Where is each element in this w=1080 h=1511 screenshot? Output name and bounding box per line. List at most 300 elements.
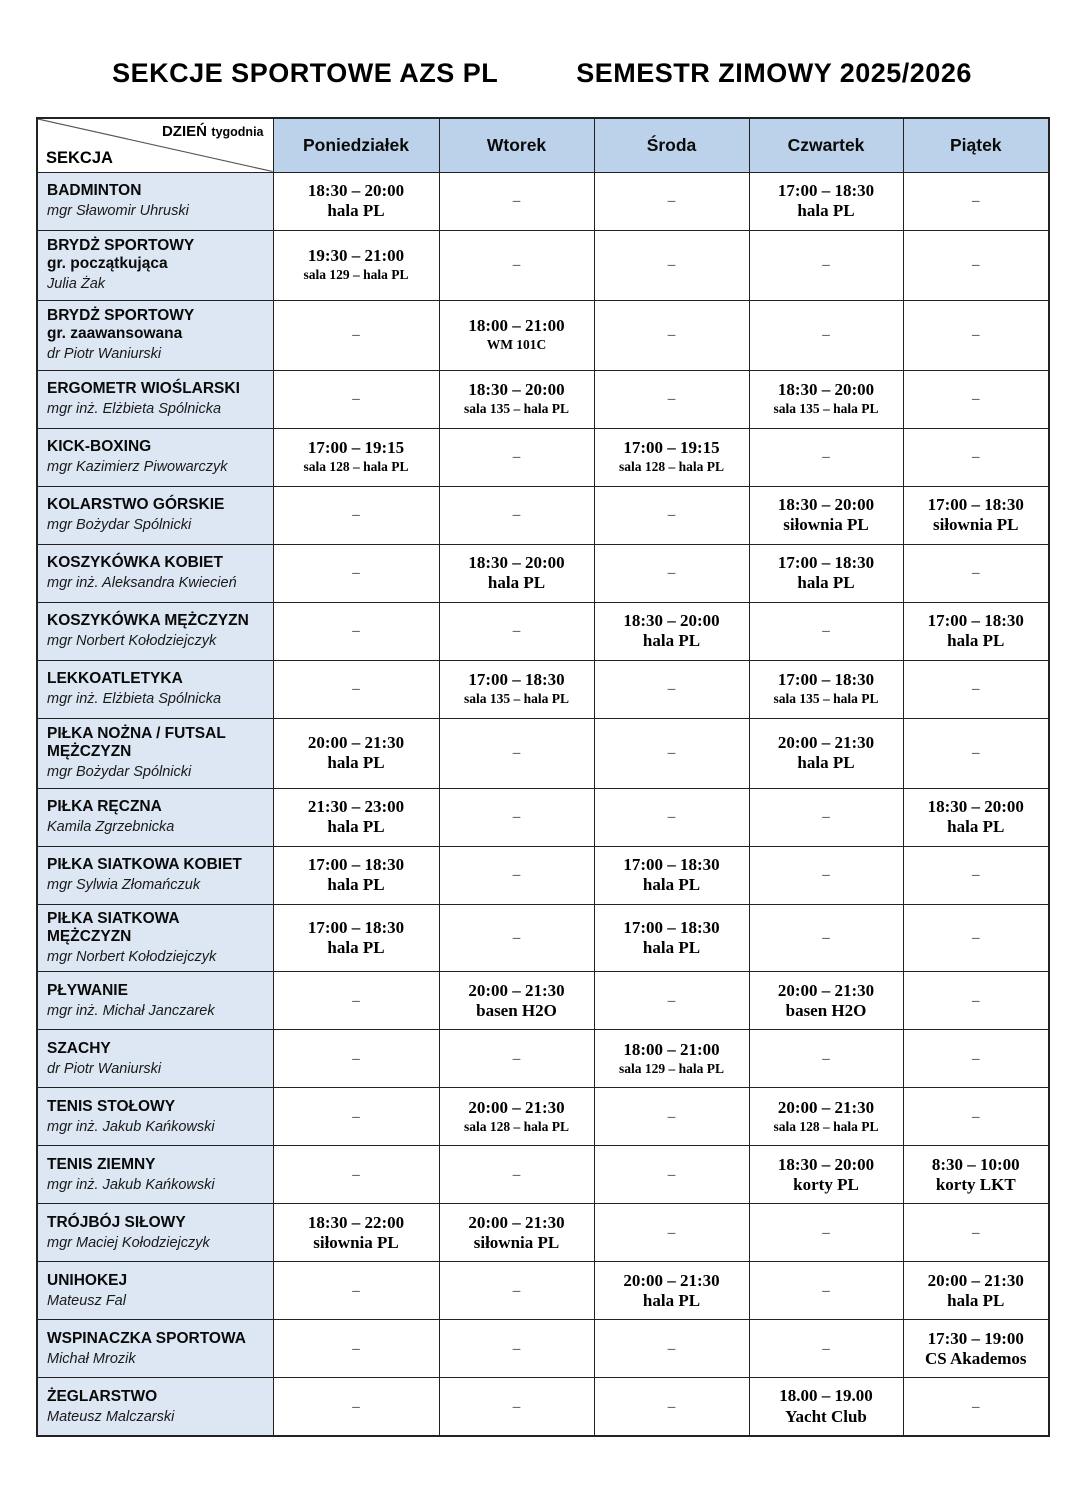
section-row [37,904,1049,972]
slot-time: 20:00 – 21:30 [468,980,565,1000]
section-name: PIŁKA SIATKOWA MĘŻCZYZN [47,909,180,946]
section-coach: mgr Norbert Kołodziejczyk [47,949,217,966]
slot-time: 20:00 – 21:30 [468,1097,565,1117]
section-row [37,602,1049,660]
slot-place: hala PL [642,631,701,650]
slot-cell [273,972,439,1030]
slot-time: 18:30 – 20:00 [777,380,875,400]
slot-cell [749,230,903,300]
slot-time: 20:00 – 21:30 [777,980,875,1000]
section-row [37,660,1049,718]
slot-cell [903,972,1049,1030]
empty-slot-dash: – [512,1282,521,1299]
slot-place: hala PL [487,573,546,592]
slot-cell [273,230,439,300]
slot-cell [439,602,594,660]
section-coach: Julia Żak [47,276,106,293]
slot-cell [749,544,903,602]
empty-slot-dash: – [352,1398,360,1415]
slot-cell [439,486,594,544]
header-row [37,118,1049,172]
slot-cell [439,300,594,370]
page-title [36,58,1048,89]
title-semester: SEMESTR ZIMOWY 2025/2026 [576,58,972,88]
slot-cell [273,846,439,904]
slot-place: sala 128 – hala PL [618,459,724,475]
empty-slot-dash: – [512,809,521,825]
slot-cell [439,1146,594,1204]
section-name: TRÓJBÓJ SIŁOWY [47,1213,186,1231]
slot-cell [273,904,439,972]
section-row [37,788,1049,846]
schedule-body [37,172,1049,1436]
empty-slot-dash: – [352,992,360,1009]
section-name: BRYDŻ SPORTOWY gr. początkująca [47,236,195,273]
section-row [37,1320,1049,1378]
slot-cell [594,1320,749,1378]
slot-time: 17:00 – 18:30 [307,917,405,937]
slot-place: hala PL [642,937,701,957]
slot-place: WM 101C [486,337,547,353]
slot-cell [903,1088,1049,1146]
slot-cell [749,428,903,486]
section-row [37,846,1049,904]
schedule-table [36,117,1050,1437]
section-name: TENIS ZIEMNY [47,1155,156,1173]
section-coach: mgr Maciej Kołodziejczyk [47,1234,210,1251]
section-row [37,230,1049,300]
slot-time: 18:30 – 20:00 [468,380,565,400]
slot-time: 20:00 – 21:30 [927,1270,1024,1290]
slot-cell [903,904,1049,972]
slot-place: hala PL [642,875,701,894]
slot-place: hala PL [947,1290,1005,1310]
slot-cell [273,660,439,718]
slot-cell [903,1146,1049,1204]
slot-cell [273,718,439,788]
section-row [37,1146,1049,1204]
day-header-4: Piątek [903,118,1049,172]
empty-slot-dash: – [972,565,980,581]
slot-cell [439,972,594,1030]
empty-slot-dash: – [667,327,676,343]
day-header-1: Wtorek [439,118,594,172]
section-name: KOSZYKÓWKA KOBIET [47,553,223,571]
slot-cell [903,428,1049,486]
empty-slot-dash: – [667,1166,676,1183]
empty-slot-dash: – [972,327,980,343]
section-cell [37,788,273,846]
slot-cell [439,1262,594,1320]
slot-cell [749,370,903,428]
slot-place: hala PL [327,817,385,836]
slot-cell [903,718,1049,788]
section-row [37,718,1049,788]
slot-cell [594,972,749,1030]
slot-cell [439,718,594,788]
section-coach: Kamila Zgrzebnicka [47,818,175,835]
slot-time: 20:00 – 21:30 [777,1097,875,1117]
empty-slot-dash: – [512,745,521,761]
slot-cell [273,1204,439,1262]
slot-place: siłownia PL [473,1232,560,1252]
empty-slot-dash: – [822,1224,830,1241]
slot-time: 17:30 – 19:00 [927,1328,1024,1348]
slot-cell [439,660,594,718]
slot-cell [273,1088,439,1146]
empty-slot-dash: – [667,1224,676,1241]
section-cell [37,972,273,1030]
empty-slot-dash: – [667,1398,676,1415]
slot-cell [903,544,1049,602]
empty-slot-dash: – [352,565,360,581]
slot-cell [903,602,1049,660]
slot-cell [749,486,903,544]
slot-cell [749,1146,903,1204]
corner-cell [37,118,273,172]
section-coach: mgr inż. Jakub Kańkowski [47,1118,215,1135]
section-row [37,1378,1049,1436]
slot-time: 18:30 – 22:00 [307,1212,405,1232]
empty-slot-dash: – [667,565,676,581]
empty-slot-dash: – [352,1340,360,1357]
slot-place: hala PL [947,631,1005,650]
slot-cell [594,544,749,602]
section-cell [37,846,273,904]
section-cell [37,544,273,602]
empty-slot-dash: – [972,257,980,273]
slot-cell [439,1320,594,1378]
slot-time: 18:30 – 20:00 [623,610,720,630]
empty-slot-dash: – [512,449,521,465]
slot-time: 21:30 – 23:00 [307,796,405,816]
empty-slot-dash: – [822,449,830,465]
slot-place: hala PL [327,937,385,957]
section-name: BADMINTON [47,181,142,199]
slot-cell [749,904,903,972]
section-row [37,300,1049,370]
empty-slot-dash: – [667,681,676,697]
empty-slot-dash: – [352,1050,360,1067]
slot-cell [594,660,749,718]
slot-cell [594,904,749,972]
slot-time: 20:00 – 21:30 [777,732,875,752]
slot-cell [273,370,439,428]
slot-time: 18:30 – 20:00 [927,796,1024,816]
slot-time: 17:00 – 18:30 [777,180,875,200]
slot-cell [439,1088,594,1146]
empty-slot-dash: – [352,507,360,523]
empty-slot-dash: – [667,1108,676,1125]
slot-cell [273,1262,439,1320]
slot-cell [594,602,749,660]
section-name: KOSZYKÓWKA MĘŻCZYZN [47,611,249,629]
day-header-3: Czwartek [749,118,903,172]
slot-cell [439,788,594,846]
slot-time: 17:00 – 18:30 [927,494,1024,514]
slot-cell [273,486,439,544]
empty-slot-dash: – [512,1340,521,1357]
empty-slot-dash: – [667,1340,676,1357]
empty-slot-dash: – [512,1050,521,1067]
slot-time: 20:00 – 21:30 [623,1270,720,1290]
slot-cell [594,1378,749,1436]
empty-slot-dash: – [822,867,830,883]
slot-cell [749,1030,903,1088]
slot-cell [749,172,903,230]
empty-slot-dash: – [352,1282,360,1299]
section-name: PIŁKA RĘCZNA [47,797,162,815]
section-coach: mgr Sławomir Uhruski [47,202,189,219]
empty-slot-dash: – [512,867,521,883]
slot-place: hala PL [797,573,855,592]
slot-place: Yacht Club [785,1406,867,1426]
slot-cell [903,788,1049,846]
slot-place: sala 128 – hala PL [303,459,409,475]
empty-slot-dash: – [822,1050,830,1067]
slot-time: 18:30 – 20:00 [468,552,565,572]
slot-place: hala PL [797,753,855,772]
empty-slot-dash: – [972,929,980,946]
section-cell [37,1146,273,1204]
slot-cell [439,846,594,904]
slot-time: 20:00 – 21:30 [307,732,405,752]
slot-cell [273,1146,439,1204]
slot-cell [903,370,1049,428]
slot-place: korty LKT [935,1174,1016,1194]
slot-place: sala 135 – hala PL [463,401,569,417]
slot-cell [594,1146,749,1204]
slot-cell [903,1262,1049,1320]
empty-slot-dash: – [512,1398,521,1415]
section-coach: mgr inż. Elżbieta Spólnicka [47,400,222,417]
slot-cell [273,1378,439,1436]
empty-slot-dash: – [822,929,830,946]
section-name: SZACHY [47,1039,111,1057]
slot-cell [439,1378,594,1436]
corner-section-label: SEKCJA [46,148,113,167]
slot-cell [903,300,1049,370]
slot-cell [273,1030,439,1088]
empty-slot-dash: – [972,1224,980,1241]
slot-cell [749,660,903,718]
slot-cell [273,788,439,846]
slot-place: hala PL [642,1290,701,1310]
slot-cell [749,1378,903,1436]
slot-cell [273,602,439,660]
section-coach: dr Piotr Waniurski [47,346,162,363]
slot-cell [439,1204,594,1262]
section-row [37,428,1049,486]
slot-time: 17:00 – 18:30 [777,670,875,690]
slot-cell [594,1204,749,1262]
slot-cell [594,718,749,788]
slot-cell [594,172,749,230]
empty-slot-dash: – [822,257,830,273]
section-coach: dr Piotr Waniurski [47,1060,162,1077]
slot-cell [903,1378,1049,1436]
slot-cell [903,172,1049,230]
empty-slot-dash: – [822,809,830,825]
section-name: KICK-BOXING [47,437,152,455]
slot-cell [903,230,1049,300]
slot-cell [594,846,749,904]
slot-cell [903,1030,1049,1088]
slot-time: 17:00 – 18:30 [623,854,720,874]
slot-cell [749,972,903,1030]
section-name: BRYDŻ SPORTOWY gr. zaawansowana [47,306,195,343]
slot-place: basen H2O [476,1000,557,1020]
section-row [37,172,1049,230]
slot-time: 17:00 – 18:30 [468,670,565,690]
slot-place: hala PL [327,201,385,220]
slot-place: CS Akademos [924,1348,1027,1368]
section-name: PIŁKA SIATKOWA KOBIET [47,855,242,873]
section-cell [37,904,273,972]
section-cell [37,486,273,544]
slot-cell [439,904,594,972]
empty-slot-dash: – [352,327,360,343]
empty-slot-dash: – [972,1108,980,1125]
slot-place: sala 129 – hala PL [618,1061,724,1077]
section-name: ŻEGLARSTWO [47,1387,158,1405]
section-cell [37,172,273,230]
slot-place: sala 128 – hala PL [463,1119,569,1135]
slot-cell [439,172,594,230]
section-coach: mgr Sylwia Złomańczuk [47,876,201,893]
section-row [37,1088,1049,1146]
slot-place: sala 135 – hala PL [773,691,879,707]
slot-time: 8:30 – 10:00 [931,1154,1020,1174]
empty-slot-dash: – [512,623,521,639]
section-name: ERGOMETR WIOŚLARSKI [47,379,240,397]
empty-slot-dash: – [667,992,676,1009]
section-cell [37,300,273,370]
empty-slot-dash: – [352,1166,360,1183]
empty-slot-dash: – [352,391,360,407]
slot-cell [749,1088,903,1146]
empty-slot-dash: – [512,193,521,209]
section-cell [37,1262,273,1320]
day-header-2: Środa [594,118,749,172]
empty-slot-dash: – [352,681,360,697]
slot-place: hala PL [947,817,1005,836]
section-row [37,972,1049,1030]
section-coach: mgr inż. Jakub Kańkowski [47,1176,215,1193]
slot-cell [594,486,749,544]
slot-cell [903,486,1049,544]
section-cell [37,602,273,660]
slot-place: basen H2O [785,1000,867,1020]
empty-slot-dash: – [972,449,980,465]
empty-slot-dash: – [822,623,830,639]
slot-cell [749,1204,903,1262]
empty-slot-dash: – [972,391,980,407]
slot-cell [273,1320,439,1378]
slot-cell [749,846,903,904]
slot-cell [594,1030,749,1088]
slot-place: hala PL [327,875,385,894]
section-cell [37,1320,273,1378]
section-row [37,1262,1049,1320]
section-coach: mgr inż. Michał Janczarek [47,1002,215,1019]
slot-cell [749,788,903,846]
slot-time: 18:00 – 21:00 [623,1039,720,1059]
section-coach: Mateusz Malczarski [47,1408,175,1425]
section-coach: mgr inż. Elżbieta Spólnicka [47,690,222,707]
empty-slot-dash: – [972,681,980,697]
slot-cell [594,370,749,428]
slot-cell [903,1320,1049,1378]
slot-place: siłownia PL [313,1232,399,1252]
slot-time: 17:00 – 19:15 [307,438,405,458]
slot-cell [594,300,749,370]
empty-slot-dash: – [972,992,980,1009]
empty-slot-dash: – [512,1166,521,1183]
section-row [37,544,1049,602]
empty-slot-dash: – [822,1340,830,1357]
slot-cell [273,428,439,486]
section-row [37,370,1049,428]
slot-time: 17:00 – 18:30 [777,552,875,572]
section-cell [37,428,273,486]
slot-cell [594,230,749,300]
slot-place: korty PL [793,1174,859,1194]
corner-day-suffix: tygodnia [211,125,264,139]
empty-slot-dash: – [512,929,521,946]
slot-time: 18:30 – 20:00 [777,1154,875,1174]
slot-cell [749,1320,903,1378]
section-cell [37,370,273,428]
section-cell [37,230,273,300]
section-name: LEKKOATLETYKA [47,669,183,687]
section-coach: mgr Bożydar Spólnicki [47,764,192,781]
slot-time: 18.00 – 19.00 [779,1386,873,1406]
slot-cell [749,1262,903,1320]
empty-slot-dash: – [822,1282,830,1299]
slot-time: 18:30 – 20:00 [777,494,875,514]
empty-slot-dash: – [667,507,676,523]
slot-place: sala 128 – hala PL [773,1119,879,1135]
section-cell [37,718,273,788]
corner-day-label [162,123,264,141]
empty-slot-dash: – [667,391,676,407]
slot-place: hala PL [797,201,855,220]
empty-slot-dash: – [667,745,676,761]
slot-time: 20:00 – 21:30 [468,1212,565,1232]
slot-place: sala 135 – hala PL [463,691,569,707]
section-row [37,1204,1049,1262]
slot-cell [594,1088,749,1146]
section-name: PIŁKA NOŻNA / FUTSAL MĘŻCZYZN [47,724,226,761]
empty-slot-dash: – [352,623,360,639]
empty-slot-dash: – [667,193,676,209]
slot-cell [749,300,903,370]
empty-slot-dash: – [667,809,676,825]
title-sections: SEKCJE SPORTOWE AZS PL [112,58,499,88]
section-name: KOLARSTWO GÓRSKIE [47,495,225,513]
section-cell [37,1030,273,1088]
empty-slot-dash: – [512,257,521,273]
slot-cell [903,1204,1049,1262]
section-row [37,486,1049,544]
empty-slot-dash: – [972,193,980,209]
slot-place: hala PL [327,753,385,772]
section-coach: mgr Bożydar Spólnicki [47,516,192,533]
section-name: TENIS STOŁOWY [47,1097,176,1115]
slot-cell [439,544,594,602]
slot-time: 18:30 – 20:00 [307,180,405,200]
